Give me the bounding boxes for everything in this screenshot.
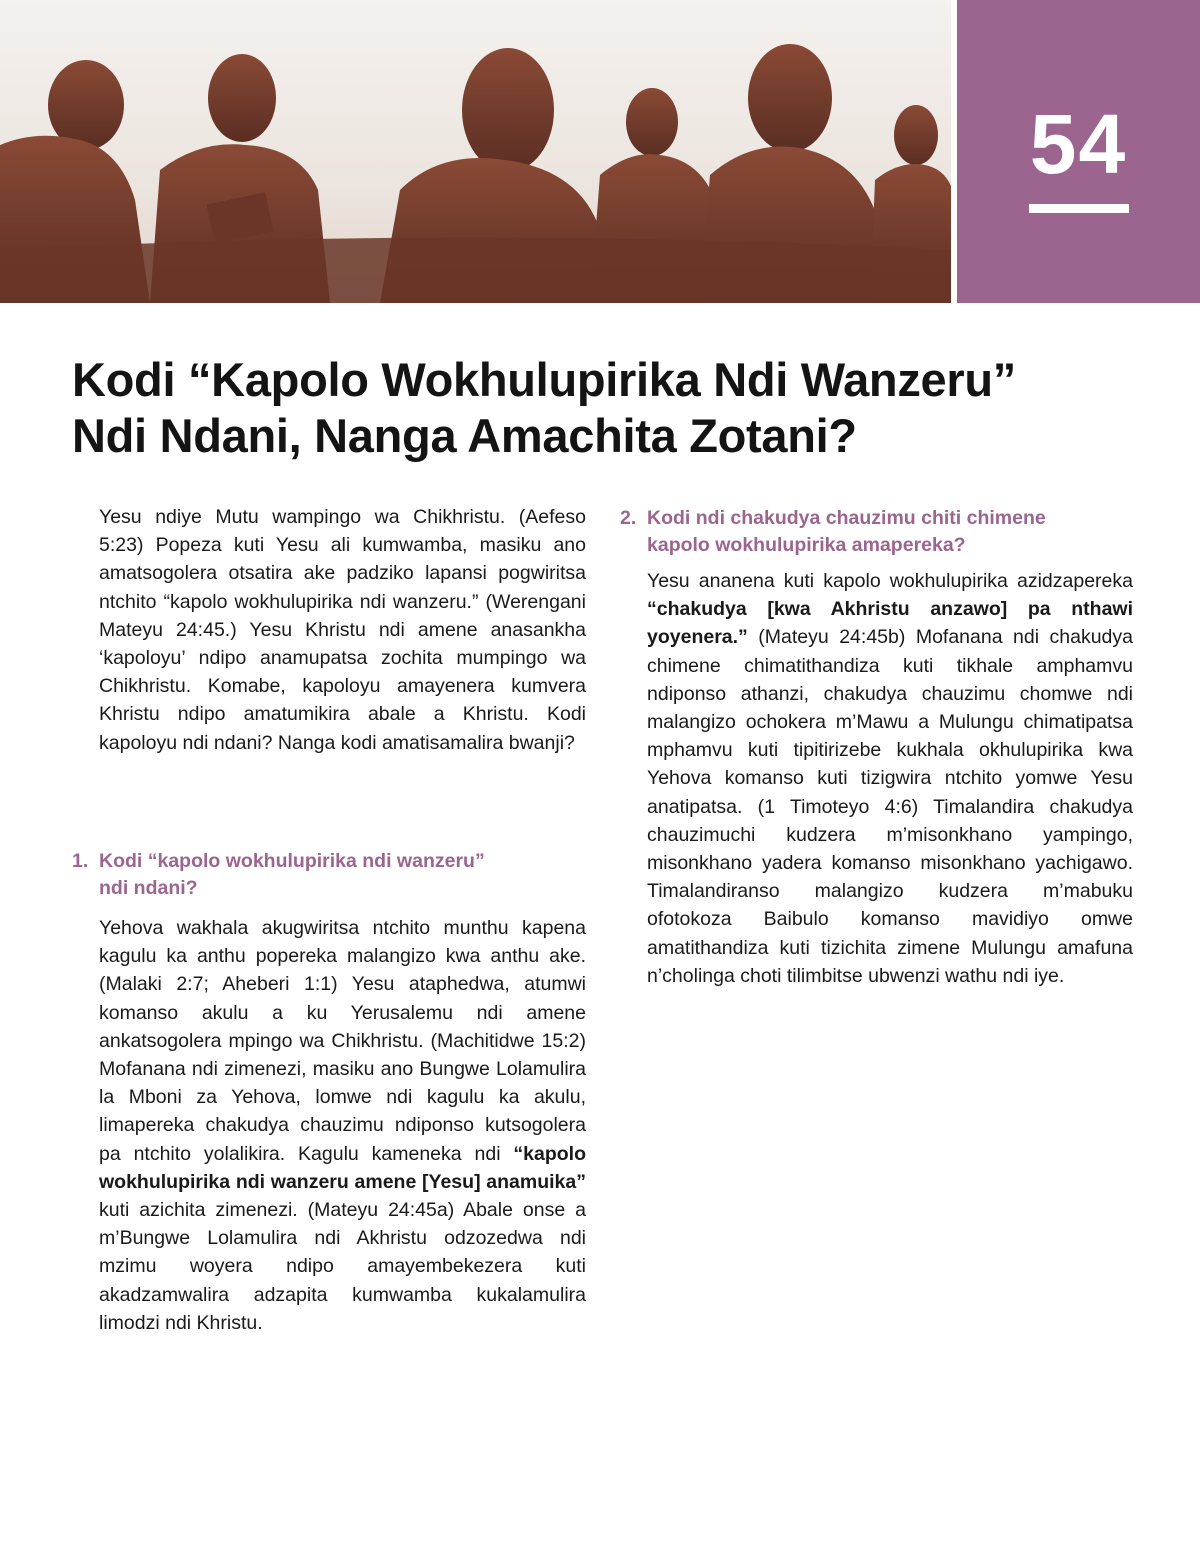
section-1-paragraph [99, 914, 586, 1337]
section-1-text-a: Yehova wakhala akugwiritsa ntchito munthu kapena kagulu ka anthu popereka malangizo kwa anthu ake. (Malaki 2:7; Aheberi 1:1) Yesu ataphedwa, atumwi komanso akulu a ku Yerusalemu ndi amene ankatsogolera mpingo wa Chikhristu. (Machitidwe 15:2) Mofanana ndi zimenezi, masiku ano Bungwe Lolamulira la Mboni za Yehova, lomwe ndi kagulu ka akulu, limapereka chakudya chauzimu ndiponso kutsogolera pa ntchito yolalikira. Kagulu kameneka ndi [99, 917, 586, 1165]
intro-text: Yesu ndiye Mutu wampingo wa Chikhristu. (Aefeso 5:23) Popeza kuti Yesu ali kumwamba, masiku ano amatsogolera otsatira ake padziko lapansi pogwiritsa ntchito “kapolo wokhulupirika ndi wanzeru.” (Werengani Mateyu 24:45.) Yesu Khristu ndi amene anasankha ‘kapoloyu’ ndipo anamupatsa zochita mumpingo wa Chikhristu. Komabe, kapoloyu amayenera kumvera Khristu ndipo amatumikira abale a Khristu. Kodi kapoloyu ndi ndani? Nanga kodi amatisamalira bwanji? [99, 506, 586, 754]
lesson-number-underline [1029, 204, 1129, 213]
section-1-number: 1. [72, 850, 89, 872]
intro-paragraph [99, 503, 586, 757]
section-1-question [72, 848, 592, 902]
section-2-text-a: Yesu ananena kuti kapolo wokhulupirika azidzapereka [647, 570, 1133, 592]
section-2-text-b: (Mateyu 24:45b) Mofanana ndi chakudya chimene chimatithandiza kuti tikhale amphamvu ndiponso athanzi, chakudya chauzimu chomwe ndi malangizo ochokera m’Mawu a Mulungu chimatipatsa mphamvu kuti tipitirizebe kukhala okhulupirika kwa Yehova komanso kuti tizigwira ntchito yomwe Yesu anatipatsa. (1 Timoteyo 4:6) Timalandira chakudya chauzimuchi kudzera m’misonkhano yampingo, misonkhano yadera komanso misonkhano yachigawo. Timalandiranso malangizo kudzera m’mabuku ofotokoza Baibulo komanso mavidiyo omwe amatithandiza kuti tizichita zimene Mulungu amafuna n’cholinga choti tilimbitse ubwenzi wathu ndi iye. [647, 626, 1133, 987]
section-1-text-bold: “kapolo wokhulupirika ndi wanzeru amene [Yesu] anamuika” [99, 1142, 587, 1193]
lesson-number-box [957, 0, 1200, 303]
section-1-text-b: kuti azichita zimenezi. (Mateyu 24:45a) Abale onse a m’Bungwe Lolamulira ndi Akhristu odzozedwa ndi mzimu woyera ndipo amayembekezera kuti akadzamwalira adzapita kumwamba kukalamulira limodzi ndi Khristu. [99, 1199, 586, 1334]
title-line-2: Ndi Ndani, Nanga Amachita Zotani? [72, 409, 857, 462]
section-1-question-line-2: ndi ndani? [99, 877, 198, 899]
section-2-number: 2. [620, 507, 637, 529]
section-2-question [620, 505, 1140, 559]
title-line-1: Kodi “Kapolo Wokhulupirika Ndi Wanzeru” [72, 353, 1016, 406]
page-title [72, 352, 1132, 464]
meeting-silhouette-image [0, 0, 951, 303]
section-2-question-line-1: Kodi ndi chakudya chauzimu chiti chimene [647, 507, 1046, 529]
section-2-question-line-2: kapolo wokhulupirika amapereka? [647, 534, 966, 556]
section-1-question-line-1: Kodi “kapolo wokhulupirika ndi wanzeru” [99, 850, 485, 872]
lesson-number: 54 [1029, 97, 1128, 191]
header-photo [0, 0, 951, 303]
section-2-paragraph [647, 567, 1133, 990]
section-2-text-bold: “chakudya [kwa Akhristu anzawo] pa nthawi yoyenera.” [647, 598, 1133, 649]
